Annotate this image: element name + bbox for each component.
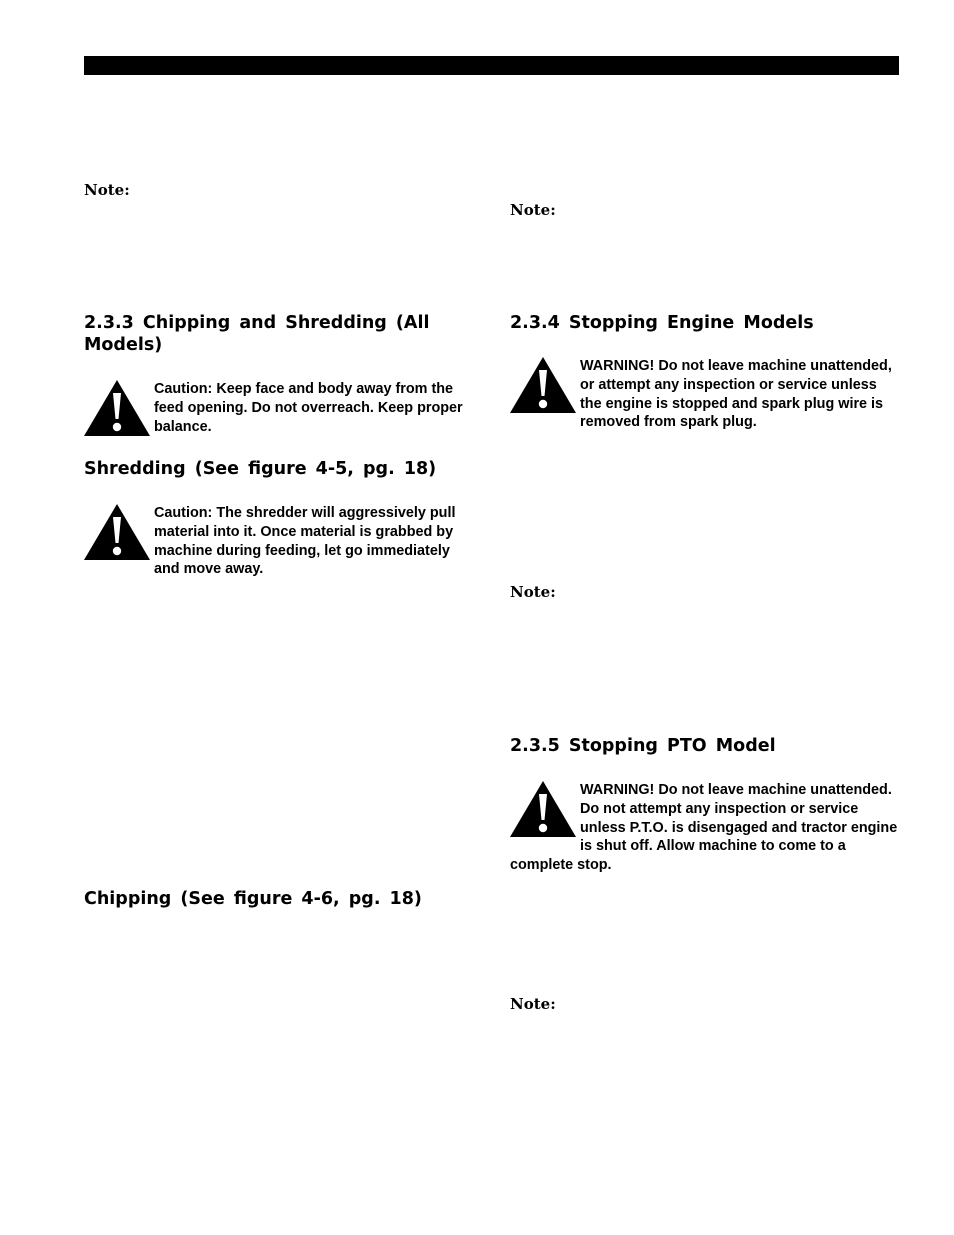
warning-text: WARNING! Do not leave machine unattended. Do not attempt any inspection or service unless P.T.O. is disengaged and tractor engine is shut off. Allow machine to come to a complete stop. — [510, 782, 898, 874]
header-bar — [84, 56, 899, 75]
caution-face-block — [84, 380, 474, 438]
warning-pto-block — [510, 781, 900, 875]
section-heading-2-3-3: 2.3.3 Chipping and Shredding (All Models) — [84, 313, 430, 355]
caution-text: Caution: The shredder will aggressively pull material into it. Once material is grabbed by machine during feeding, let go immediately and move away. — [154, 505, 456, 578]
caution-text: Caution: Keep face and body away from the feed opening. Do not overreach. Keep proper balance. — [154, 381, 463, 435]
section-heading-chipping: Chipping (See figure 4-6, pg. 18) — [84, 889, 422, 909]
warning-text: WARNING! Do not leave machine unattended, or attempt any inspection or service unless the engine is stopped and spark plug wire is removed from spark plug. — [580, 358, 892, 431]
warning-triangle-icon — [510, 781, 576, 839]
note-label: Note: — [510, 583, 556, 601]
note-label: Note: — [84, 181, 130, 199]
section-heading-shredding: Shredding (See figure 4-5, pg. 18) — [84, 459, 437, 479]
note-label: Note: — [510, 995, 556, 1013]
section-heading-2-3-5: 2.3.5 Stopping PTO Model — [510, 736, 776, 756]
section-heading-2-3-4: 2.3.4 Stopping Engine Models — [510, 313, 814, 333]
warning-triangle-icon — [84, 380, 150, 438]
caution-shredder-block — [84, 504, 474, 579]
warning-triangle-icon — [84, 504, 150, 562]
warning-engine-block — [510, 357, 900, 432]
warning-triangle-icon — [510, 357, 576, 415]
note-label: Note: — [510, 201, 556, 219]
